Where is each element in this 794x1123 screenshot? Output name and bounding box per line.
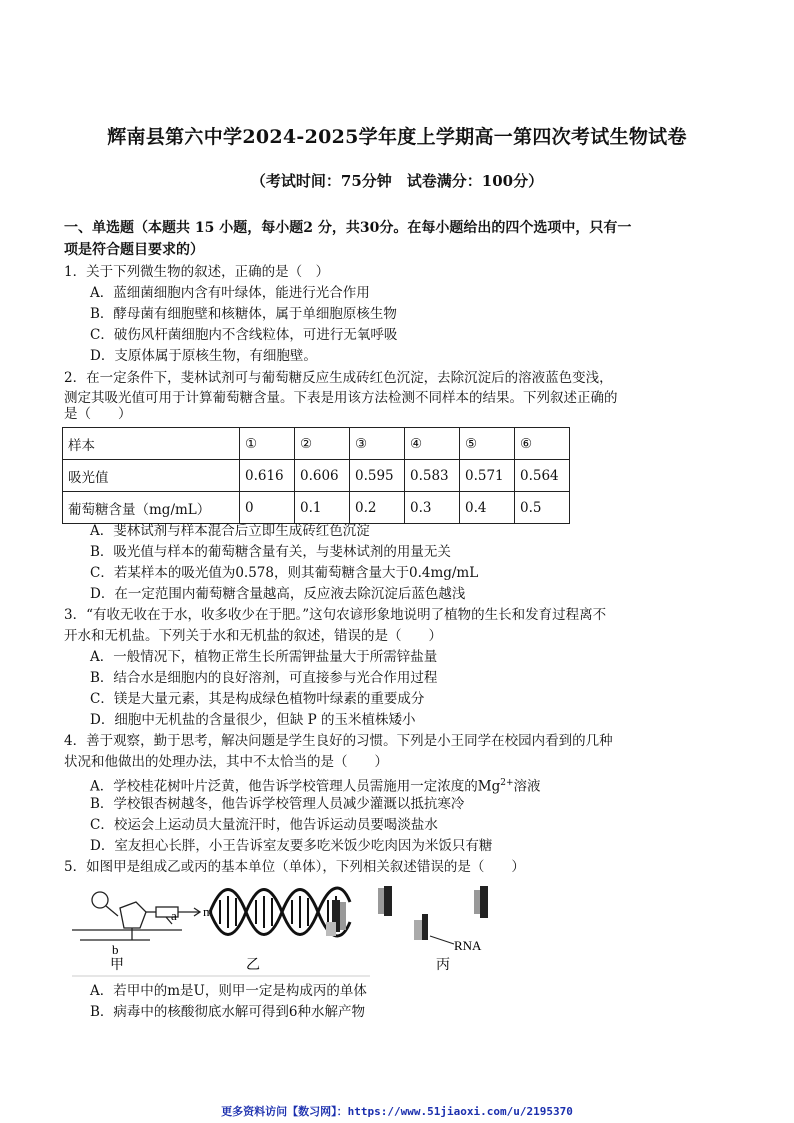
caption-jia: 甲 [110, 957, 124, 973]
table-cell: 葡萄糖含量（mg/mL） [63, 492, 240, 524]
table-cell: 0.583 [405, 460, 460, 492]
table-cell: 吸光值 [63, 460, 240, 492]
section-heading-line-1: 一、单选题（本题共 15 小题，每小题2 分，共30分。在每小题给出的四个选项中，只有一 [64, 220, 632, 236]
q3-option-a: A．一般情况下，植物正常生长所需钾盐量大于所需锌盐量 [90, 649, 438, 665]
q5-option-a: A．若甲中的m是U，则甲一定是构成丙的单体 [90, 983, 367, 999]
q2-data-table [62, 427, 570, 524]
q4-option-b: B．学校银杏树越冬，他告诉学校管理人员减少灌溉以抵抗寒冷 [90, 796, 465, 812]
table-row-absorbance [63, 460, 570, 492]
caption-yi: 乙 [246, 957, 260, 973]
table-cell: 0.4 [460, 492, 515, 524]
q2-option-d: D．在一定范围内葡萄糖含量越高，反应液去除沉淀后蓝色越浅 [90, 586, 466, 602]
q4-option-a [90, 773, 541, 797]
table-cell: ③ [350, 428, 405, 460]
q2-option-c: C．若某样本的吸光值为0.578，则其葡萄糖含量大于0.4mg/mL [90, 565, 479, 581]
q1-stem: 1．关于下列微生物的叙述，正确的是（ ） [64, 264, 330, 280]
label-m: m [203, 904, 214, 919]
q1-option-c: C．破伤风杆菌细胞内不含线粒体，可进行无氧呼吸 [90, 327, 398, 343]
q3-option-b: B．结合水是细胞内的良好溶剂，可直接参与光合作用过程 [90, 670, 438, 686]
exam-info: （考试时间：75分钟 试卷满分：100分） [250, 172, 544, 190]
table-cell: 0 [240, 492, 295, 524]
q4-stem-line-1: 4．善于观察，勤于思考，解决问题是学生良好的习惯。下列是小王同学在校园内看到的几种 [64, 733, 613, 749]
table-cell: ⑤ [460, 428, 515, 460]
q3-option-d: D．细胞中无机盐的含量很少，但缺 P 的玉米植株矮小 [90, 712, 416, 728]
footer-link[interactable]: 更多资料访问【数习网】：https://www.51jiaoxi.com/u/2195370 [221, 1105, 573, 1118]
table-cell: ② [295, 428, 350, 460]
q4-option-c: C．校运会上运动员大量流汗时，他告诉运动员要喝淡盐水 [90, 817, 438, 833]
table-cell: 0.595 [350, 460, 405, 492]
table-cell: 0.5 [515, 492, 570, 524]
table-cell: 样本 [63, 428, 240, 460]
nucleic-acid-diagram [70, 872, 490, 982]
label-rna: RNA [454, 938, 482, 953]
q4-option-a-text: A．学校桂花树叶片泛黄，他告诉学校管理人员需施用一定浓度的Mg [90, 778, 501, 795]
table-cell: 0.616 [240, 460, 295, 492]
table-cell: 0.1 [295, 492, 350, 524]
q3-stem-line-1: 3．“有收无收在于水，收多收少在于肥。”这句农谚形象地说明了植物的生长和发育过程离不 [64, 607, 607, 623]
q5-stem: 5．如图甲是组成乙或丙的基本单位（单体），下列相关叙述错误的是（ ） [64, 859, 525, 875]
q4-option-a-suffix: 溶液 [513, 778, 541, 795]
table-cell: 0.571 [460, 460, 515, 492]
table-cell: 0.2 [350, 492, 405, 524]
q1-option-a: A．蓝细菌细胞内含有叶绿体，能进行光合作用 [90, 285, 370, 301]
q4-stem-line-2: 状况和他做出的处理办法，其中不太恰当的是（ ） [64, 754, 388, 770]
q4-option-a-superscript: 2+ [500, 778, 514, 788]
table-row-header [63, 428, 570, 460]
rna-segments [326, 886, 488, 944]
table-cell: 0.564 [515, 460, 570, 492]
q4-option-d: D．室友担心长胖，小王告诉室友要多吃米饭少吃肉因为米饭只有糖 [90, 838, 493, 854]
q5-figure [70, 872, 490, 982]
q2-option-b: B．吸光值与样本的葡萄糖含量有关，与斐林试剂的用量无关 [90, 544, 451, 560]
table-cell: 0.3 [405, 492, 460, 524]
q3-option-c: C．镁是大量元素，其是构成绿色植物叶绿素的重要成分 [90, 691, 425, 707]
q2-stem-line-2: 测定其吸光值可用于计算葡萄糖含量。下表是用该方法检测不同样本的结果。下列叙述正确的 [64, 390, 618, 406]
q2-stem-line-3: 是（ ） [64, 406, 132, 422]
caption-bing: 丙 [436, 957, 450, 973]
page-title: 辉南县第六中学2024-2025学年度上学期高一第四次考试生物试卷 [107, 126, 687, 148]
table-cell: ⑥ [515, 428, 570, 460]
section-heading [64, 217, 730, 261]
table-cell: ④ [405, 428, 460, 460]
label-a: a [171, 908, 177, 923]
nucleotide-jia [72, 892, 200, 940]
label-b: b [112, 942, 119, 957]
section-heading-line-2: 项是符合题目要求的） [64, 242, 204, 258]
q5-option-b: B．病毒中的核酸彻底水解可得到6种水解产物 [90, 1004, 366, 1020]
table-cell: 0.606 [295, 460, 350, 492]
q3-stem-line-2: 开水和无机盐。下列关于水和无机盐的叙述，错误的是（ ） [64, 628, 442, 644]
q2-option-a: A．斐林试剂与样本混合后立即生成砖红色沉淀 [90, 523, 370, 539]
table-row-glucose [63, 492, 570, 524]
q1-option-d: D．支原体属于原核生物，有细胞壁。 [90, 348, 317, 364]
table-cell: ① [240, 428, 295, 460]
q2-stem-line-1: 2．在一定条件下，斐林试剂可与葡萄糖反应生成砖红色沉淀，去除沉淀后的溶液蓝色变浅， [64, 370, 613, 386]
q1-option-b: B．酵母菌有细胞壁和核糖体，属于单细胞原核生物 [90, 306, 397, 322]
